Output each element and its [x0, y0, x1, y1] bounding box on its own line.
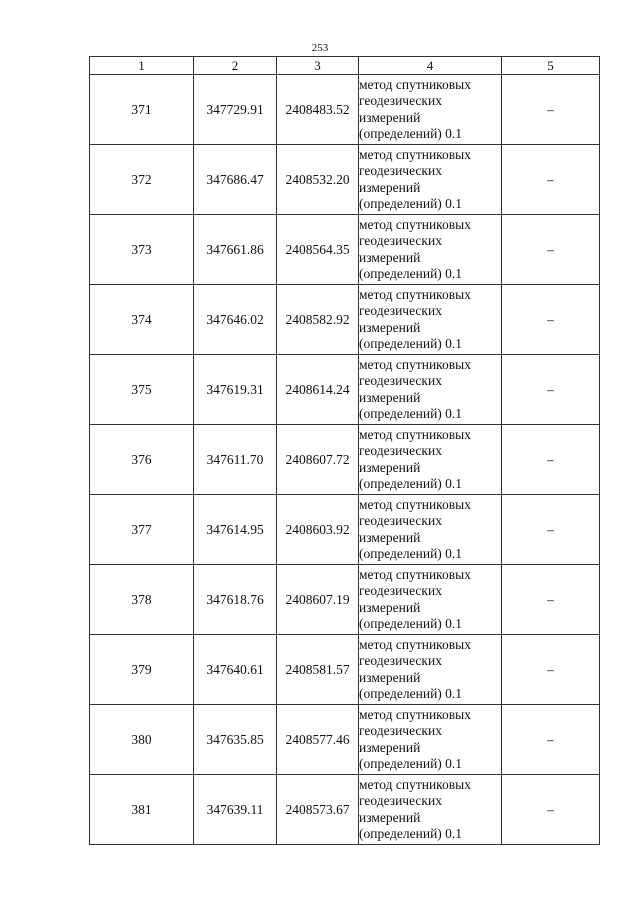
method-line: измерений [359, 459, 421, 475]
y-coordinate-cell: 2408532.20 [277, 145, 359, 215]
method-line: измерений [359, 599, 421, 615]
method-cell [359, 775, 502, 845]
method-cell [359, 75, 502, 145]
point-number-cell: 372 [90, 145, 194, 215]
note-cell: – [502, 215, 600, 285]
method-line: (определений) 0.1 [359, 406, 463, 421]
method-cell [359, 565, 502, 635]
y-coordinate-cell: 2408483.52 [277, 75, 359, 145]
method-cell [359, 495, 502, 565]
method-line: измерений [359, 529, 421, 545]
note-cell: – [502, 285, 600, 355]
point-number-cell: 377 [90, 495, 194, 565]
method-line: измерений [359, 389, 421, 405]
point-number-cell: 375 [90, 355, 194, 425]
method-line: (определений) 0.1 [359, 476, 463, 491]
method-line: геодезических [359, 653, 442, 668]
y-coordinate-cell: 2408581.57 [277, 635, 359, 705]
method-line: (определений) 0.1 [359, 756, 463, 771]
coordinates-table [89, 56, 600, 845]
x-coordinate-cell: 347661.86 [194, 215, 277, 285]
method-line: (определений) 0.1 [359, 686, 463, 701]
y-coordinate-cell: 2408582.92 [277, 285, 359, 355]
table-row [90, 495, 600, 565]
note-cell: – [502, 495, 600, 565]
method-cell [359, 215, 502, 285]
point-number-cell: 379 [90, 635, 194, 705]
method-line: метод спутниковых [359, 286, 471, 302]
method-cell [359, 355, 502, 425]
method-line: геодезических [359, 233, 442, 248]
method-line: метод спутниковых [359, 776, 471, 792]
header-cell-5: 5 [502, 57, 600, 75]
method-line: геодезических [359, 303, 442, 318]
method-line: (определений) 0.1 [359, 126, 463, 141]
method-line: метод спутниковых [359, 566, 471, 582]
x-coordinate-cell: 347686.47 [194, 145, 277, 215]
x-coordinate-cell: 347635.85 [194, 705, 277, 775]
page-number: 253 [311, 42, 329, 54]
method-cell [359, 635, 502, 705]
note-cell: – [502, 425, 600, 495]
table-row [90, 425, 600, 495]
method-line: геодезических [359, 163, 442, 178]
method-line: метод спутниковых [359, 146, 471, 162]
method-line: геодезических [359, 723, 442, 738]
point-number-cell: 376 [90, 425, 194, 495]
method-line: (определений) 0.1 [359, 546, 463, 561]
method-cell [359, 145, 502, 215]
note-cell: – [502, 635, 600, 705]
y-coordinate-cell: 2408603.92 [277, 495, 359, 565]
note-cell: – [502, 565, 600, 635]
method-line: измерений [359, 669, 421, 685]
point-number-cell: 371 [90, 75, 194, 145]
x-coordinate-cell: 347639.11 [194, 775, 277, 845]
method-line: (определений) 0.1 [359, 196, 463, 211]
method-cell [359, 285, 502, 355]
note-cell: – [502, 355, 600, 425]
header-cell-4: 4 [359, 57, 502, 75]
method-cell [359, 705, 502, 775]
method-line: (определений) 0.1 [359, 616, 463, 631]
method-line: метод спутниковых [359, 636, 471, 652]
method-line: метод спутниковых [359, 216, 471, 232]
method-line: геодезических [359, 583, 442, 598]
x-coordinate-cell: 347619.31 [194, 355, 277, 425]
y-coordinate-cell: 2408573.67 [277, 775, 359, 845]
x-coordinate-cell: 347729.91 [194, 75, 277, 145]
table-row [90, 355, 600, 425]
header-cell-1: 1 [90, 57, 194, 75]
method-line: метод спутниковых [359, 496, 471, 512]
table-row [90, 145, 600, 215]
method-line: (определений) 0.1 [359, 266, 463, 281]
method-line: измерений [359, 179, 421, 195]
method-cell [359, 425, 502, 495]
point-number-cell: 373 [90, 215, 194, 285]
method-line: измерений [359, 739, 421, 755]
y-coordinate-cell: 2408564.35 [277, 215, 359, 285]
x-coordinate-cell: 347646.02 [194, 285, 277, 355]
method-line: метод спутниковых [359, 706, 471, 722]
method-line: измерений [359, 249, 421, 265]
table-row [90, 215, 600, 285]
point-number-cell: 378 [90, 565, 194, 635]
table-row [90, 75, 600, 145]
note-cell: – [502, 775, 600, 845]
note-cell: – [502, 705, 600, 775]
method-line: (определений) 0.1 [359, 336, 463, 351]
method-line: геодезических [359, 373, 442, 388]
method-line: метод спутниковых [359, 426, 471, 442]
note-cell: – [502, 145, 600, 215]
table-row [90, 705, 600, 775]
method-line: (определений) 0.1 [359, 826, 463, 841]
table-row [90, 775, 600, 845]
y-coordinate-cell: 2408607.19 [277, 565, 359, 635]
point-number-cell: 374 [90, 285, 194, 355]
method-line: геодезических [359, 513, 442, 528]
y-coordinate-cell: 2408607.72 [277, 425, 359, 495]
table-row [90, 565, 600, 635]
method-line: геодезических [359, 443, 442, 458]
method-line: метод спутниковых [359, 356, 471, 372]
y-coordinate-cell: 2408577.46 [277, 705, 359, 775]
table-row [90, 635, 600, 705]
point-number-cell: 381 [90, 775, 194, 845]
note-cell: – [502, 75, 600, 145]
point-number-cell: 380 [90, 705, 194, 775]
method-line: измерений [359, 109, 421, 125]
method-line: метод спутниковых [359, 76, 471, 92]
table-header-row [90, 57, 600, 75]
table-row [90, 285, 600, 355]
method-line: геодезических [359, 793, 442, 808]
method-line: измерений [359, 809, 421, 825]
method-line: геодезических [359, 93, 442, 108]
header-cell-2: 2 [194, 57, 277, 75]
y-coordinate-cell: 2408614.24 [277, 355, 359, 425]
x-coordinate-cell: 347618.76 [194, 565, 277, 635]
x-coordinate-cell: 347640.61 [194, 635, 277, 705]
x-coordinate-cell: 347611.70 [194, 425, 277, 495]
method-line: измерений [359, 319, 421, 335]
header-cell-3: 3 [277, 57, 359, 75]
x-coordinate-cell: 347614.95 [194, 495, 277, 565]
